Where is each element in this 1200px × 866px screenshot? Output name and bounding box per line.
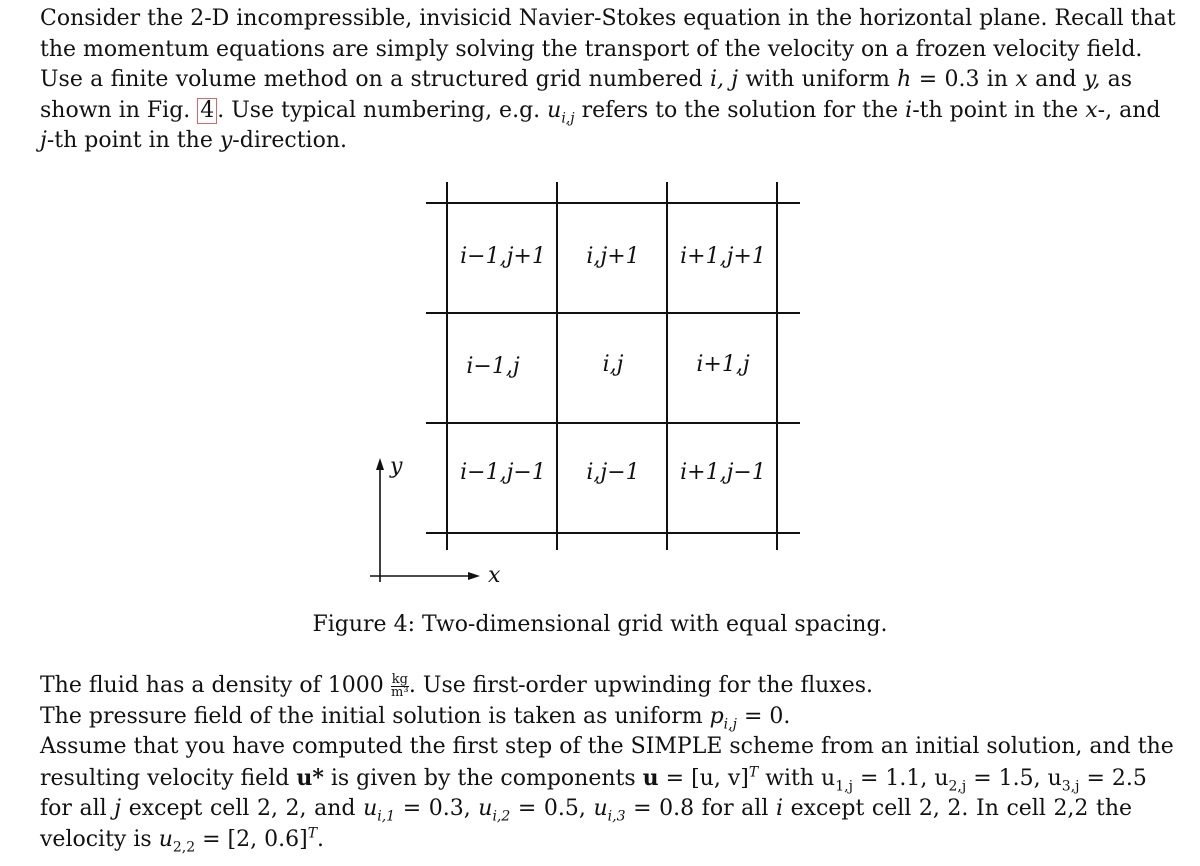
x-axis-arrowhead <box>468 572 480 580</box>
cell-label-ip1-j: i+1,j <box>696 352 750 377</box>
problem-data-paragraph <box>40 671 1174 855</box>
grid-figure <box>350 178 820 598</box>
figure-reference-link[interactable]: 4 <box>197 98 217 124</box>
data-line-4: resulting velocity field u* is given by the components u = [u, v]$^T$ with $u_{1,j} = 1.1$, $u_{2,j} = 1.5$, $u_{3,j} = 2.5$ <box>40 764 1147 794</box>
intro-line-5: j-th point in the y-direction. <box>40 128 347 153</box>
cell-label-i-jp1: i,j+1 <box>586 244 640 269</box>
cell-label-im1-jp1: i−1,j+1 <box>460 244 546 269</box>
data-line-5: for all j except cell 2, 2, and $u_{i,1} = 0.3$, $u_{i,2} = 0.5$, $u_{i,3} = 0.8$ for all i except cell 2, 2. In cell 2,2 the <box>40 796 1133 825</box>
cell-label-i-jm1: i,j−1 <box>586 460 640 485</box>
y-axis-arrowhead <box>376 458 384 470</box>
data-line-6: velocity is $u_{2,2} = [2$, 0.6]$^T$. <box>40 825 325 855</box>
intro-line-3: Use a finite volume method on a structured grid numbered i, j with uniform h = 0.3 in x and y, as <box>40 67 1133 92</box>
cell-label-i-j: i,j <box>602 352 624 377</box>
data-line-3: Assume that you have computed the first step of the SIMPLE scheme from an initial solution, and the <box>40 734 1174 759</box>
cell-label-ip1-jm1: i+1,j−1 <box>680 460 766 485</box>
y-axis-label: y <box>390 454 403 479</box>
data-line-2: The pressure field of the initial solution is taken as uniform $p_{i,j} = 0$. <box>40 703 791 732</box>
cell-label-ip1-jp1: i+1,j+1 <box>680 244 766 269</box>
cell-label-im1-jm1: i−1,j−1 <box>460 460 546 485</box>
data-line-1: The fluid has a density of 1000 $\frac{kg}{\text{m³}}$ . Use first-order upwinding for the fluxes. <box>40 671 874 700</box>
intro-line-2: the momentum equations are simply solving the transport of the velocity on a frozen velocity field. <box>40 36 1143 62</box>
cell-label-im1-j: i−1,j <box>466 354 520 379</box>
x-axis-label: x <box>488 563 501 588</box>
axes-arrows <box>350 178 490 598</box>
intro-line-1: Consider the 2-D incompressible, invisicid Navier-Stokes equation in the horizontal plane. Recall that <box>40 6 1176 31</box>
figure-caption: Figure 4: Two-dimensional grid with equal spacing. <box>312 612 888 637</box>
density-unit-fraction: $\frac{kg}{\text{m³}}$ <box>391 671 409 700</box>
intro-line-4: shown in Fig. 4 . Use typical numbering, e.g. $u_{i,j}$ refers to the solution for the i-th point in the x-, and <box>40 97 1161 126</box>
problem-intro-paragraph <box>40 4 1176 157</box>
